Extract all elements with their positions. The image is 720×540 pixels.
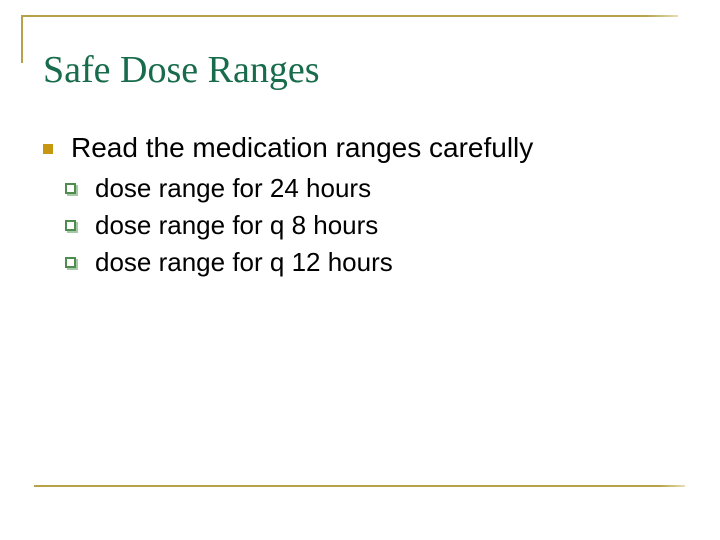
- hollow-square-bullet-icon: [65, 257, 76, 268]
- sub-bullet-item-label: dose range for q 12 hours: [95, 247, 393, 277]
- sub-bullet-item: [65, 212, 378, 238]
- slide-title: Safe Dose Ranges: [43, 49, 320, 92]
- sub-bullet-item-label: dose range for 24 hours: [95, 173, 372, 203]
- bullet-item-label: Read the medication ranges carefully: [71, 132, 534, 163]
- sub-bullet-item-label: dose range for q 8 hours: [95, 210, 379, 240]
- title-top-rule: [21, 15, 678, 17]
- sub-bullet-item: [65, 249, 393, 275]
- sub-bullet-item: [65, 175, 371, 201]
- hollow-square-bullet-icon: [65, 183, 76, 194]
- hollow-square-bullet-icon: [65, 220, 76, 231]
- title-left-tick-rule: [21, 15, 23, 63]
- bullet-item: [43, 134, 533, 162]
- footer-rule: [34, 485, 685, 487]
- filled-square-bullet-icon: [43, 144, 53, 154]
